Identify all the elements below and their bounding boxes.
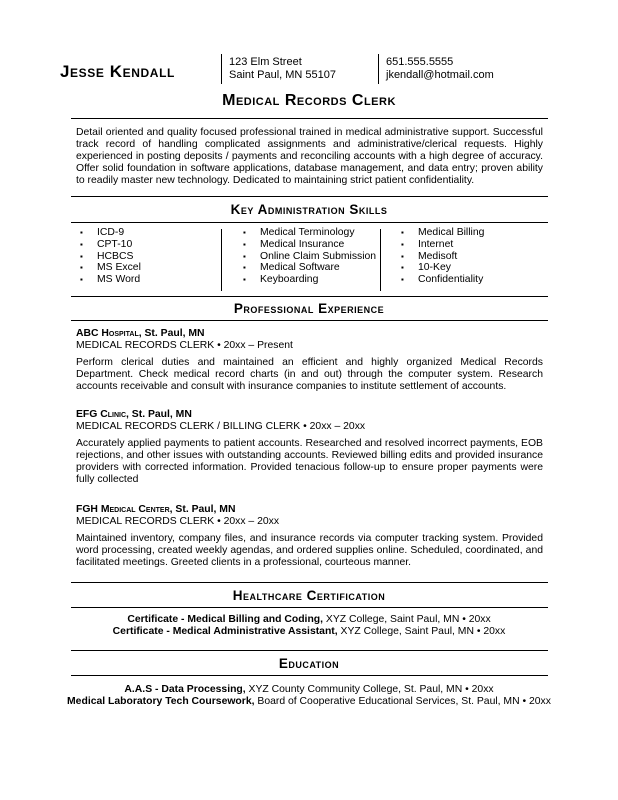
list-item: ▪ 10-Key [401, 262, 451, 274]
employer-heading: EFG Clinic, St. Paul, MN [76, 409, 192, 420]
list-item: ▪ Online Claim Submission [243, 250, 377, 262]
experience-heading: Professional Experience [233, 301, 385, 316]
divider [71, 296, 548, 297]
list-item: ▪ CPT-10 [80, 238, 133, 250]
divider [71, 320, 548, 321]
skills-heading: Key Administration Skills [230, 202, 388, 217]
job-description: Maintained inventory, company files, and insurance records via computer tracking system. Provided word processing, created weekly agendas, and ordered supplies online. Scheduled, coordinated, and facilitated meetings. Greeted clients in a professional, courteous manner. [76, 533, 543, 568]
certification-entry: Certificate - Medical Administrative Assistant, XYZ College, Saint Paul, MN • 20xx [112, 626, 506, 637]
list-item: ▪ MS Excel [80, 262, 141, 274]
list-item: ▪ HCBCS [80, 250, 134, 262]
divider [71, 196, 548, 197]
column-divider [380, 229, 381, 291]
list-item: ▪ ICD-9 [80, 227, 125, 238]
divider [71, 675, 548, 676]
address-line2: Saint Paul, MN 55107 [229, 69, 337, 81]
job-role: MEDICAL RECORDS CLERK • 20xx – Present [76, 340, 293, 351]
list-item: ▪ Confidentiality [401, 274, 484, 286]
divider [71, 118, 548, 119]
list-item: ▪ Medical Billing [401, 227, 485, 238]
list-item: ▪ Medical Insurance [243, 238, 345, 250]
job-description: Accurately applied payments to patient accounts. Researched and resolved incorrect payments, EOB rejections, and other issues with outstanding accounts. Reviewed billing edits and provided insurance providers with corrected information. Provided tenacious follow-up to ensure proper payments were fully collected [76, 438, 543, 485]
divider [71, 607, 548, 608]
phone-number: 651.555.5555 [386, 56, 454, 68]
education-entry: Medical Laboratory Tech Coursework, Board of Cooperative Educational Services, St. Paul, MN • 20xx [67, 696, 551, 707]
list-item: ▪ Medisoft [401, 250, 458, 262]
list-item: ▪ Medical Software [243, 262, 340, 274]
list-item: ▪ MS Word [80, 274, 141, 286]
address-block [229, 56, 336, 82]
summary-paragraph: Detail oriented and quality focused professional trained in medical administrative support. Successful track record of handling complicated assignments and administrative/clerical requests. Highly experienced in posting deposits / payments and reconciling accounts with a high degree of accuracy. Offer solid foundation in software applications, database management, and data entry; proven ability to readily master new technology. Dedicated to maintaining strict patient confidentiality. [76, 127, 543, 186]
employer-heading: FGH Medical Center, St. Paul, MN [76, 504, 236, 515]
certification-heading: Healthcare Certification [232, 588, 386, 603]
divider [71, 582, 548, 583]
job-role: MEDICAL RECORDS CLERK • 20xx – 20xx [76, 516, 280, 527]
address-line1: 123 Elm Street [229, 56, 302, 68]
divider [71, 222, 548, 223]
education-entry: A.A.S - Data Processing, XYZ County Community College, St. Paul, MN • 20xx [124, 684, 494, 695]
contact-block [386, 56, 494, 82]
candidate-name: Jesse Kendall [60, 62, 175, 81]
header-divider-right [378, 54, 379, 84]
list-item: ▪ Internet [401, 238, 454, 250]
job-role: MEDICAL RECORDS CLERK / BILLING CLERK • 20xx – 20xx [76, 421, 366, 432]
education-heading: Education [278, 656, 340, 671]
job-title: Medical Records Clerk [222, 92, 396, 109]
email-address[interactable]: jkendall@hotmail.com [386, 69, 494, 81]
divider [71, 650, 548, 651]
column-divider [221, 229, 222, 291]
skills-column-2 [243, 227, 376, 286]
employer-heading: ABC Hospital, St. Paul, MN [76, 328, 205, 339]
job-description: Perform clerical duties and maintained an efficient and highly organized Medical Records Department. Check medical record charts (in and out) through the computer system. Research accounts receivable and consult with insurance companies to institute settlement of accounts. [76, 357, 543, 392]
list-item: ▪ Medical Terminology [243, 227, 355, 238]
list-item: ▪ Keyboarding [243, 274, 319, 286]
certification-entry: Certificate - Medical Billing and Coding, XYZ College, Saint Paul, MN • 20xx [127, 614, 491, 625]
skills-column-1 [80, 227, 141, 286]
skills-column-3 [401, 227, 484, 286]
header-divider-left [221, 54, 222, 84]
